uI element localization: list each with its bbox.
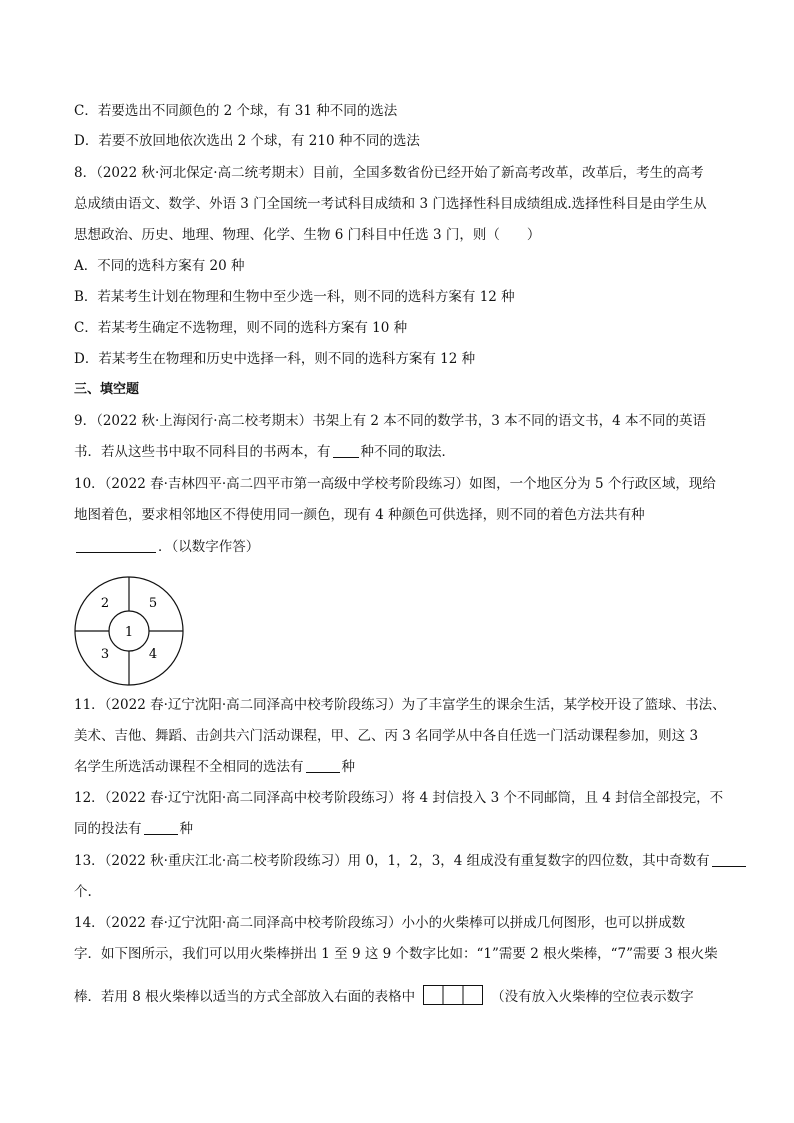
question-11-line-2: 美术、吉他、舞蹈、击剑共六门活动课程，甲、乙、丙 3 名同学从中各自任选一门活动课程参加，则这 3 [74, 728, 699, 744]
answer-blank [333, 443, 359, 458]
question-14-line-3 [74, 985, 694, 1007]
answer-blank [306, 758, 340, 773]
matchstick-grid-table [423, 985, 483, 1005]
question-10-line-3 [74, 537, 259, 557]
question-8-line-3: 思想政治、历史、地理、物理、化学、生物 6 门科目中任选 3 门，则（ ） [74, 227, 541, 243]
option-c-q8: C．若某考生确定不选物理，则不同的选科方案有 10 种 [74, 320, 408, 336]
answer-blank [712, 852, 746, 867]
question-8-line-1: 8．（2022 秋·河北保定·高二统考期末）目前，全国多数省份已经开始了新高考改革，改革后，考生的高考 [74, 165, 704, 181]
question-8-line-2: 总成绩由语文、数学、外语 3 门全国统一考试科目成绩和 3 门选择性科目成绩组成.选择性科目是由学生从 [74, 196, 707, 212]
question-12-line-1: 12．（2022 春·辽宁沈阳·高二同泽高中校考阶段练习）将 4 封信投入 3 个不同邮筒，且 4 封信全部投完，不 [74, 790, 724, 806]
q11-text-after-blank: 种 [341, 759, 355, 775]
question-13-line-1 [74, 851, 748, 871]
question-10-line-2: 地图着色，要求相邻地区不得使用同一颜色，现有 4 种颜色可供选择，则不同的着色方法共有种 [74, 507, 645, 523]
question-13-line-2: 个. [74, 884, 92, 900]
section-heading: 三、填空题 [74, 382, 140, 397]
q14-text-before-table: 棒．若用 8 根火柴棒以适当的方式全部放入右面的表格中 [74, 989, 416, 1005]
q10-text-after-blank: ．（以数字作答） [158, 539, 260, 555]
question-12-line-2 [74, 819, 193, 839]
region-label-2: 2 [100, 596, 110, 611]
question-14-line-1: 14．（2022 春·辽宁沈阳·高二同泽高中校考阶段练习）小小的火柴棒可以拼成几何图形，也可以拼成数 [74, 915, 686, 931]
q14-text-after-table: （没有放入火柴棒的空位表示数字 [491, 989, 694, 1005]
question-11-line-1: 11．（2022 春·辽宁沈阳·高二同泽高中校考阶段练习）为了丰富学生的课余生活，某学校开设了篮球、书法、 [74, 697, 726, 713]
region-label-1: 1 [124, 625, 134, 640]
region-label-5: 5 [148, 596, 158, 611]
option-b-q8: B．若某考生计划在物理和生物中至少选一科，则不同的选科方案有 12 种 [74, 289, 515, 305]
q11-text-before-blank: 名学生所选活动课程不全相同的选法有 [74, 759, 304, 775]
q13-text: 13．（2022 秋·重庆江北·高二校考阶段练习）用 0，1，2，3，4 组成没有重复数字的四位数，其中奇数有 [74, 853, 710, 869]
answer-blank [144, 820, 178, 835]
question-10-line-1: 10．（2022 春·吉林四平·高二四平市第一高级中学校考阶段练习）如图，一个地区分为 5 个行政区域，现给 [74, 476, 716, 492]
region-label-3: 3 [100, 647, 110, 662]
q9-text-before-blank: 书．若从这些书中取不同科目的书两本，有 [74, 444, 331, 460]
region-label-4: 4 [148, 647, 158, 662]
option-d-q7: D．若要不放回地依次选出 2 个球，有 210 种不同的选法 [74, 133, 420, 149]
q12-text-after-blank: 种 [179, 821, 193, 837]
question-11-line-3 [74, 757, 355, 777]
table-border [424, 986, 483, 1005]
question-9-line-2 [74, 442, 455, 462]
option-c-q7: C．若要选出不同颜色的 2 个球，有 31 种不同的选法 [74, 103, 398, 119]
answer-blank [76, 538, 156, 553]
option-a-q8: A．不同的选科方案有 20 种 [74, 258, 245, 274]
question-9-line-1: 9．（2022 秋·上海闵行·高二校考期末）书架上有 2 本不同的数学书，3 本不同的语文书，4 本不同的英语 [74, 413, 707, 429]
region-map-figure [72, 576, 188, 686]
option-d-q8: D．若某考生在物理和历史中选择一科，则不同的选科方案有 12 种 [74, 351, 476, 367]
q12-text-before-blank: 同的投法有 [74, 821, 142, 837]
q9-text-after-blank: 种不同的取法． [360, 444, 455, 460]
question-14-line-2: 字．如下图所示，我们可以用火柴棒拼出 1 至 9 这 9 个数字比如：“1”需要 2 根火柴棒，“7”需要 3 根火柴 [74, 946, 718, 962]
